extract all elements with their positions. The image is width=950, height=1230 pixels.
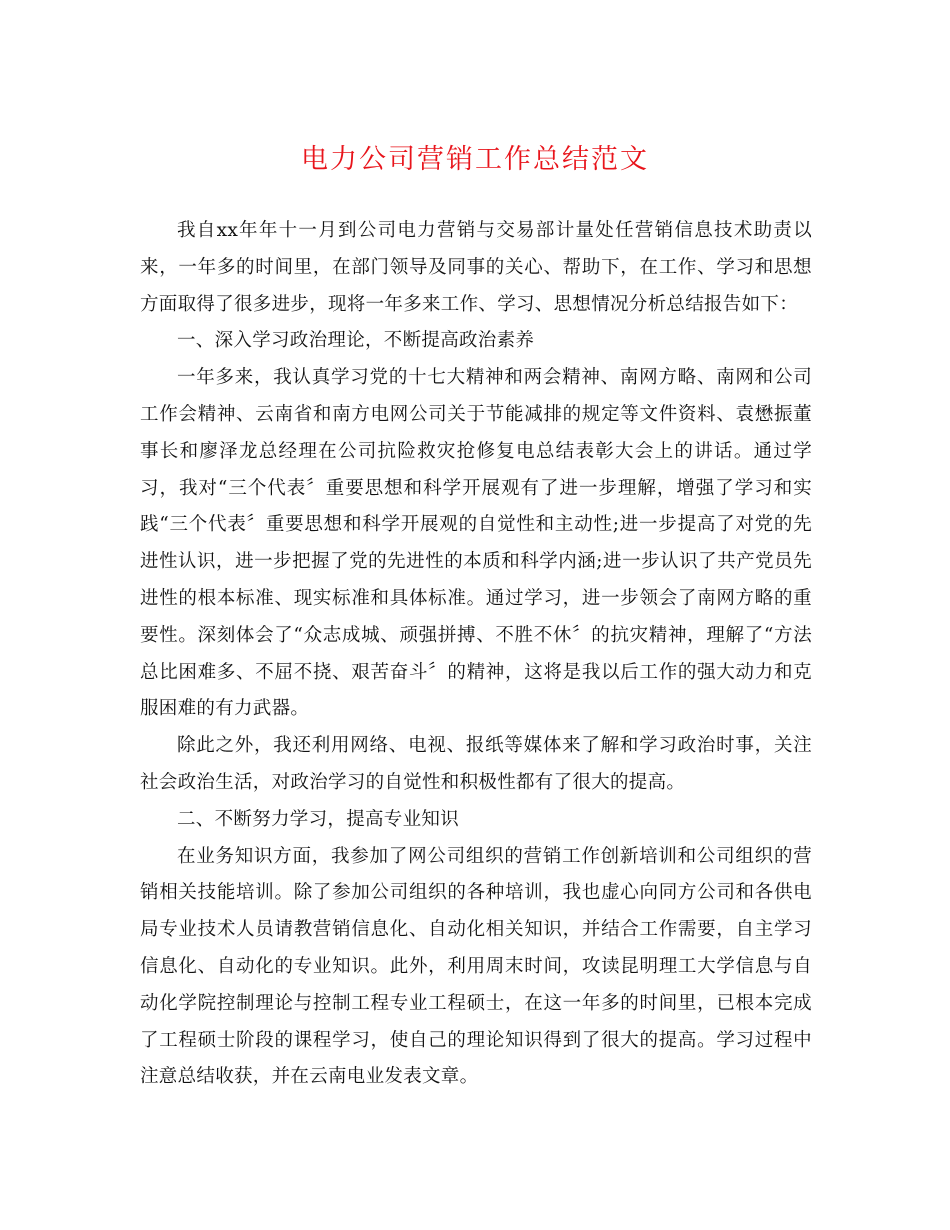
section-2-paragraph-1: 在业务知识方面，我参加了网公司组织的营销工作创新培训和公司组织的营销相关技能培训。除了参加公司组织的各种培训，我也虚心向同方公司和各供电局专业技术人员请教营销信息化、自动化相关知识，并结合工作需要，自主学习信息化、自动化的专业知识。此外，利用周末时间，攻读昆明理工大学信息与自动化学院控制理论与控制工程专业工程硕士，在这一年多的时间里，已根本完成了工程硕士阶段的课程学习，使自己的理论知识得到了很大的提高。学习过程中注意总结收获，并在云南电业发表文章。 — [140, 845, 812, 1088]
document-title: 电力公司营销工作总结范文 — [301, 144, 649, 175]
section-1-paragraph-1: 一年多来，我认真学习党的十七大精神和两会精神、南网方略、南网和公司工作会精神、云南省和南方电网公司关于节能减排的规定等文件资料、袁懋振董事长和廖泽龙总经理在公司抗险救灾抢修复电总结表彰大会上的讲话。通过学习，我对“三个代表〞重要思想和科学开展观有了进一步理解，增强了学习和实践“三个代表〞重要思想和科学开展观的自觉性和主动性;进一步提高了对党的先进性认识，进一步把握了党的先进性的本质和科学内涵;进一步认识了共产党员先进性的根本标准、现实标准和具体标准。通过学习，进一步领会了南网方略的重要性。深刻体会了“众志成城、顽强拼搏、不胜不休〞的抗灾精神，理解了“方法总比困难多、不屈不挠、艰苦奋斗〞的精神，这将是我以后工作的强大动力和克服困难的有力武器。 — [140, 367, 812, 720]
section-1-paragraph-2: 除此之外，我还利用网络、电视、报纸等媒体来了解和学习政治时事，关注社会政治生活，对政治学习的自觉性和积极性都有了很大的提高。 — [140, 735, 812, 793]
document-body — [140, 213, 812, 1096]
section-heading-2: 二、不断努力学习，提高专业知识 — [177, 808, 460, 830]
section-heading-1: 一、深入学习政治理论，不断提高政治素养 — [177, 330, 535, 352]
intro-paragraph: 我自xx年年十一月到公司电力营销与交易部计量处任营销信息技术助责以来，一年多的时间里，在部门领导及同事的关心、帮助下，在工作、学习和思想方面取得了很多进步，现将一年多来工作、学习、思想情况分析总结报告如下： — [140, 220, 812, 315]
